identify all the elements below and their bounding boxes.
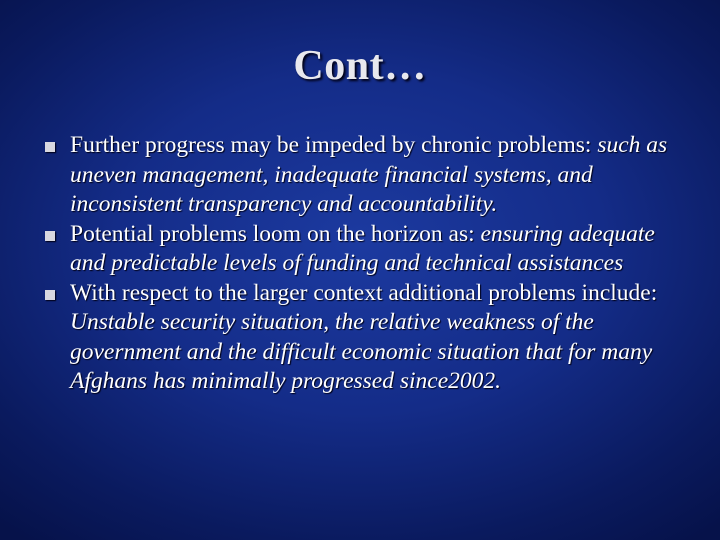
- bullet-item: [40, 131, 680, 220]
- bullet-detail-text: Unstable security situation, the relative weakness of the government and the difficult economic situation that for many Afghans has minimally progressed since2002.: [70, 309, 653, 394]
- bullet-lead-text: Potential problems loom on the horizon as:: [70, 220, 481, 247]
- bullet-detail-text: ensuring adequate and predictable levels of funding and technical assistances: [70, 220, 655, 276]
- square-bullet-icon: [45, 142, 55, 152]
- bullet-item: [40, 279, 680, 397]
- bullet-lead-text: With respect to the larger context additional problems include:: [70, 279, 658, 306]
- square-bullet-icon: [45, 290, 55, 300]
- bullet-list: [40, 131, 680, 397]
- bullet-detail-text: such as uneven management, inadequate financial systems, and inconsistent transparency and accountability.: [70, 132, 668, 217]
- bullet-lead-text: Further progress may be impeded by chronic problems:: [70, 132, 598, 158]
- square-bullet-icon: [45, 231, 55, 241]
- slide-title: Cont…: [293, 43, 427, 89]
- bullet-item: [40, 220, 680, 279]
